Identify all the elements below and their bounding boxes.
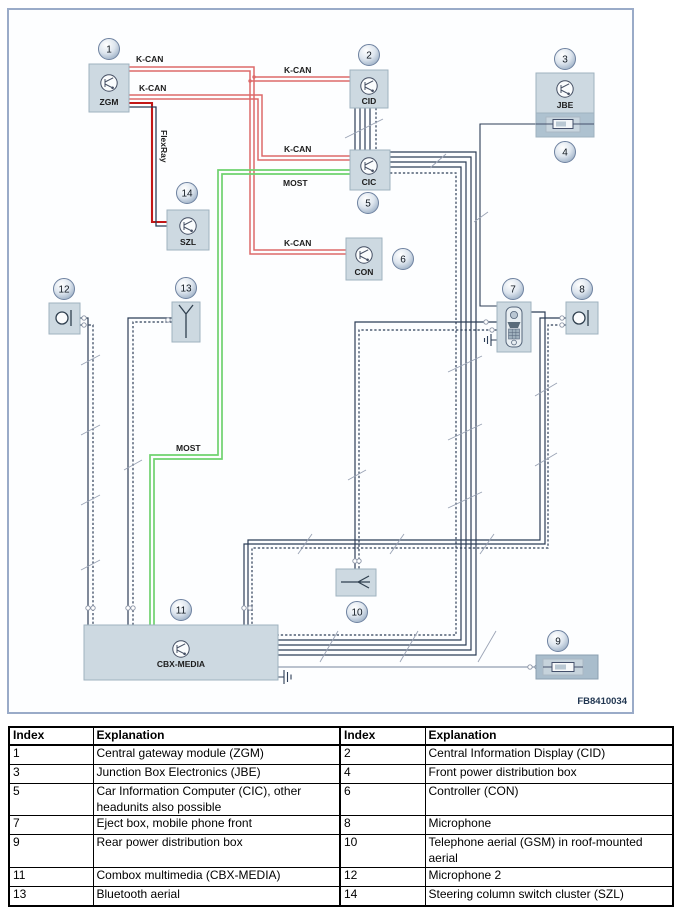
svg-text:7: 7: [510, 284, 516, 296]
explanation-cell: Microphone: [425, 816, 673, 835]
explanation-cell: Junction Box Electronics (JBE): [93, 764, 340, 783]
explanation-cell: Front power distribution box: [425, 764, 673, 783]
bluetooth-aerial-box: [172, 302, 200, 342]
explanation-cell: Controller (CON): [425, 783, 673, 816]
explanation-cell: Telephone aerial (GSM) in roof-mounted aerial: [425, 835, 673, 868]
eject-box: [497, 302, 531, 352]
kcan-label-1: K-CAN: [136, 54, 164, 64]
transistor-icon: [557, 81, 573, 97]
cic-module-box: [350, 150, 390, 190]
badge-13: [176, 278, 197, 299]
microphone2-box: [49, 303, 80, 334]
legend-table: [8, 726, 674, 907]
index-cell: 2: [340, 745, 425, 765]
legend-row: [9, 887, 673, 907]
legend-row: [9, 783, 673, 816]
svg-text:6: 6: [400, 254, 406, 266]
cic-label: CIC: [361, 177, 377, 187]
explanation-cell: Central gateway module (ZGM): [93, 745, 340, 765]
con-label: CON: [354, 267, 374, 277]
transistor-icon: [180, 218, 196, 234]
legend-row: [9, 764, 673, 783]
index-cell: 9: [9, 835, 93, 868]
explanation-cell: Central Information Display (CID): [425, 745, 673, 765]
col-header-explanation-left: Explanation: [93, 727, 340, 745]
svg-text:14: 14: [181, 188, 193, 200]
svg-text:10: 10: [351, 607, 363, 619]
svg-text:13: 13: [180, 283, 192, 295]
explanation-cell: Microphone 2: [425, 868, 673, 887]
explanation-cell: Combox multimedia (CBX-MEDIA): [93, 868, 340, 887]
microphone-box: [566, 302, 598, 334]
con-module-box: [346, 238, 382, 280]
cid-module-box: [350, 70, 388, 108]
legend-row: [9, 816, 673, 835]
badge-1: [99, 39, 120, 60]
badge-6: [393, 249, 414, 270]
cbx-label: CBX-MEDIA: [156, 659, 206, 669]
badge-3: [555, 49, 576, 70]
badge-9: [548, 631, 569, 652]
svg-text:11: 11: [175, 605, 187, 617]
index-cell: 8: [340, 816, 425, 835]
transistor-icon: [173, 641, 189, 657]
svg-text:2: 2: [366, 50, 372, 62]
explanation-cell: Eject box, mobile phone front: [93, 816, 340, 835]
badge-11: [171, 600, 192, 621]
svg-text:1: 1: [106, 44, 112, 56]
badge-7: [503, 279, 524, 300]
cid-label: CID: [361, 96, 377, 106]
svg-text:8: 8: [579, 284, 585, 296]
index-cell: 14: [340, 887, 425, 907]
explanation-cell: Car Information Computer (CIC), other headunits also possible: [93, 783, 340, 816]
svg-text:4: 4: [562, 147, 568, 159]
badge-5: [358, 193, 379, 214]
transistor-icon: [361, 158, 377, 174]
kcan-label-4: K-CAN: [284, 144, 312, 154]
svg-text:9: 9: [555, 636, 561, 648]
badge-4: [555, 142, 576, 163]
explanation-cell: Rear power distribution box: [93, 835, 340, 868]
svg-text:5: 5: [365, 198, 371, 210]
index-cell: 11: [9, 868, 93, 887]
most-label-2: MOST: [176, 443, 201, 453]
jbe-module-box: [536, 73, 594, 137]
index-cell: 13: [9, 887, 93, 907]
phone-cradle-icon: [506, 307, 522, 347]
index-cell: 1: [9, 745, 93, 765]
index-cell: 4: [340, 764, 425, 783]
rear-power-box: [536, 655, 598, 679]
legend-row: [9, 835, 673, 868]
svg-text:3: 3: [562, 54, 568, 66]
index-cell: 5: [9, 783, 93, 816]
zgm-module-box: [89, 64, 129, 112]
badge-2: [359, 45, 380, 66]
transistor-icon: [361, 78, 377, 94]
index-cell: 10: [340, 835, 425, 868]
legend-row: [9, 868, 673, 887]
explanation-cell: Bluetooth aerial: [93, 887, 340, 907]
index-cell: 12: [340, 868, 425, 887]
col-header-explanation-right: Explanation: [425, 727, 673, 745]
kcan-label-5: K-CAN: [284, 238, 312, 248]
explanation-cell: Steering column switch cluster (SZL): [425, 887, 673, 907]
jbe-label: JBE: [556, 100, 574, 110]
kcan-label-3: K-CAN: [139, 83, 167, 93]
cbx-media-box: [84, 625, 278, 680]
szl-label: SZL: [179, 237, 197, 247]
index-cell: 3: [9, 764, 93, 783]
kcan-label-2: K-CAN: [284, 65, 312, 75]
figure-code: FB8410034: [577, 696, 627, 707]
gsm-aerial-box: [336, 569, 376, 596]
zgm-label: ZGM: [99, 97, 119, 107]
szl-module-box: [167, 210, 209, 250]
col-header-index-right: Index: [340, 727, 425, 745]
legend-row: [9, 745, 673, 765]
badge-14: [177, 183, 198, 204]
most-label-1: MOST: [283, 178, 308, 188]
legend-header-row: [9, 727, 673, 745]
svg-text:12: 12: [58, 284, 70, 296]
badge-10: [347, 602, 368, 623]
badge-8: [572, 279, 593, 300]
index-cell: 6: [340, 783, 425, 816]
flexray-label: FlexRay: [159, 130, 169, 163]
transistor-icon: [356, 247, 372, 263]
col-header-index-left: Index: [9, 727, 93, 745]
badge-12: [54, 279, 75, 300]
transistor-icon: [101, 75, 117, 91]
index-cell: 7: [9, 816, 93, 835]
